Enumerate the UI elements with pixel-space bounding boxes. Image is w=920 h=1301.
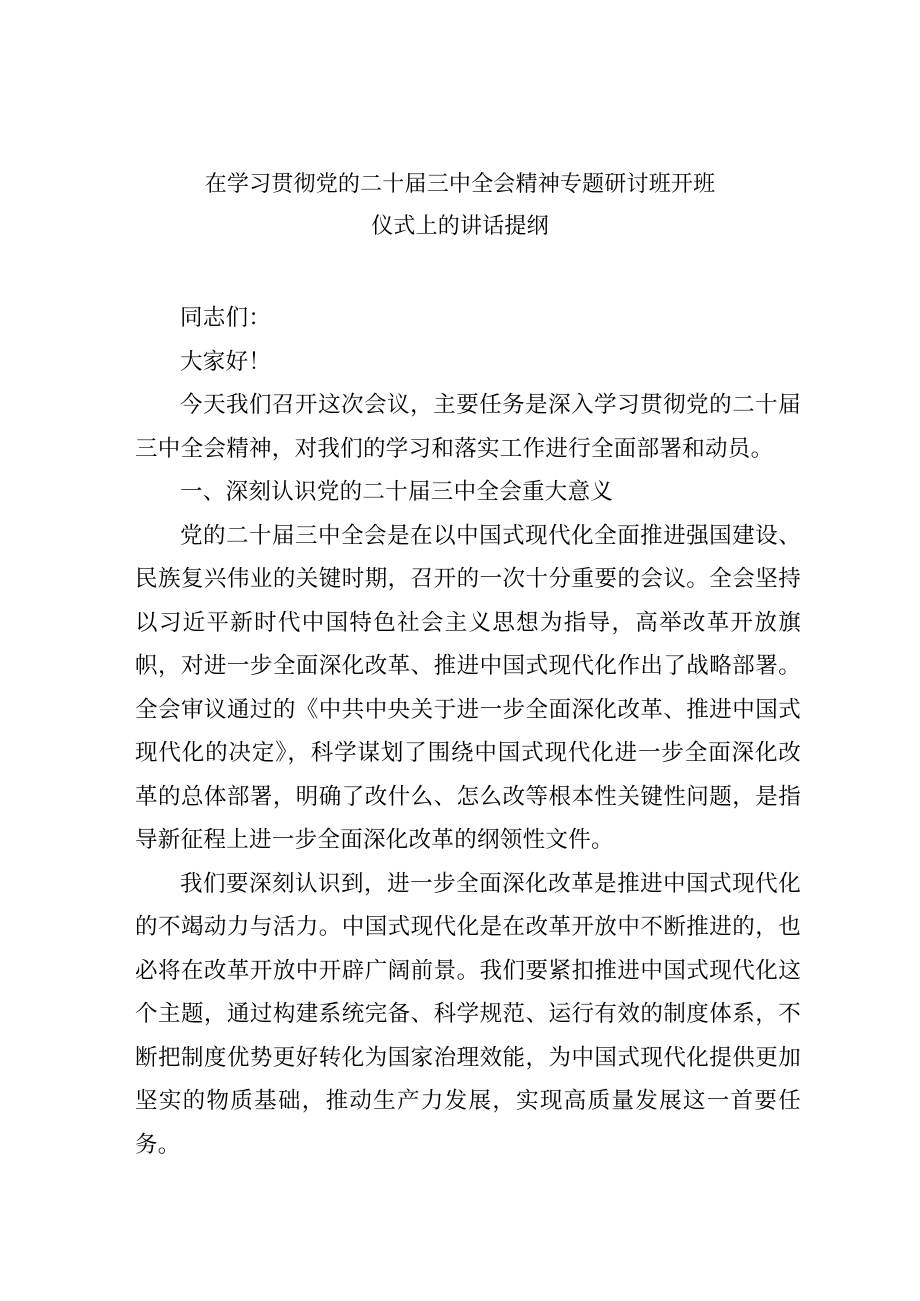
paragraph-significance: 党的二十届三中全会是在以中国式现代化全面推进强国建设、民族复兴伟业的关键时期，召开的一次十分重要的会议。全会坚持以习近平新时代中国特色社会主义思想为指导，高举改革开放旗帜，对进一步全面深化改革、推进中国式现代化作出了战略部署。全会审议通过的《中共中央关于进一步全面深化改革、推进中国式现代化的决定》，科学谋划了围绕中国式现代化进一步全面深化改革的总体部署，明确了改什么、怎么改等根本性关键性问题，是指导新征程上进一步全面深化改革的纲领性文件。 (135, 522, 801, 853)
greeting: 大家好！ (180, 348, 272, 375)
document-title-line-1: 在学习贯彻党的二十届三中全会精神专题研讨班开班 (204, 172, 716, 197)
paragraph-intro: 今天我们召开这次会议，主要任务是深入学习贯彻党的二十届三中全会精神，对我们的学习和落实工作进行全面部署和动员。 (135, 392, 801, 462)
section-heading-1: 一、深刻认识党的二十届三中全会重大意义 (180, 479, 614, 505)
document-title-line-2: 仪式上的讲话提纲 (371, 214, 549, 239)
salutation: 同志们： (180, 305, 272, 331)
document-body (135, 297, 801, 1167)
paragraph-reform: 我们要深刻认识到，进一步全面深化改革是推进中国式现代化的不竭动力与活力。中国式现代化是在改革开放中不断推进的，也必将在改革开放中开辟广阔前景。我们要紧扣推进中国式现代化这个主题，通过构建系统完备、科学规范、运行有效的制度体系，不断把制度优势更好转化为国家治理效能，为中国式现代化提供更加坚实的物质基础，推动生产力发展，实现高质量发展这一首要任务。 (135, 870, 801, 1158)
